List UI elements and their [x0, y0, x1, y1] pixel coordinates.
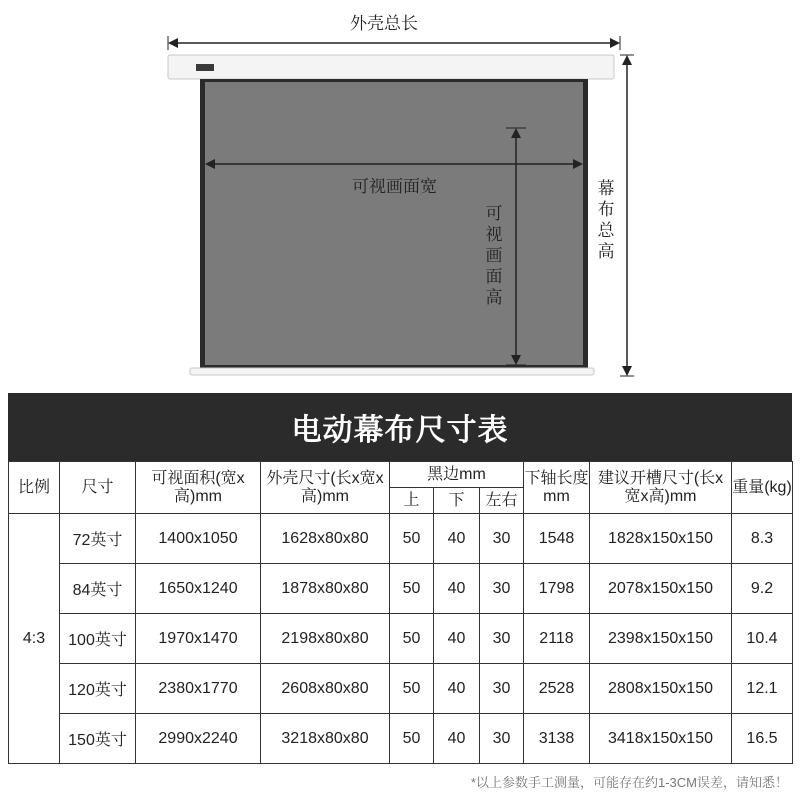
screen-housing [168, 55, 614, 79]
screen-surface [205, 82, 583, 365]
table-row [9, 514, 793, 564]
bottom-cell: 40 [434, 564, 480, 614]
bottom-bar [190, 368, 594, 375]
outer-cell: 3218x80x80 [261, 714, 390, 764]
slot-cell: 3418x150x150 [590, 714, 732, 764]
visible-height-label: 可视画面高 [485, 204, 503, 307]
sides-cell: 30 [480, 564, 524, 614]
slot-cell: 2398x150x150 [590, 614, 732, 664]
size-cell: 100英寸 [60, 614, 136, 664]
size-cell: 72英寸 [60, 514, 136, 564]
weight-cell: 16.5 [732, 714, 793, 764]
table-title: 电动幕布尺寸表 [8, 393, 792, 461]
table-row [9, 664, 793, 714]
axis-cell: 2118 [524, 614, 590, 664]
table-row [9, 614, 793, 664]
total-height-arrow [620, 55, 634, 376]
sides-cell: 30 [480, 664, 524, 714]
visible-cell: 1650x1240 [136, 564, 261, 614]
visible-cell: 1970x1470 [136, 614, 261, 664]
screen-diagram [0, 0, 800, 390]
header-row [9, 462, 793, 488]
bottom-cell: 40 [434, 714, 480, 764]
visible-cell: 1400x1050 [136, 514, 261, 564]
bottom-cell: 40 [434, 614, 480, 664]
header-slot-size: 建议开槽尺寸(长x宽x高)mm [590, 462, 732, 514]
top-cell: 50 [390, 614, 434, 664]
outer-cell: 1878x80x80 [261, 564, 390, 614]
total-height-label: 幕布总高 [597, 179, 615, 261]
header-border-top: 上 [390, 488, 434, 514]
header-ratio: 比例 [9, 462, 60, 514]
weight-cell: 10.4 [732, 614, 793, 664]
size-cell: 84英寸 [60, 564, 136, 614]
size-table [8, 461, 793, 764]
top-cell: 50 [390, 514, 434, 564]
axis-cell: 2528 [524, 664, 590, 714]
size-cell: 150英寸 [60, 714, 136, 764]
sides-cell: 30 [480, 614, 524, 664]
table-row [9, 714, 793, 764]
measurement-note: *以上参数手工测量，可能存在约1-3CM误差，请知悉！ [470, 775, 788, 790]
visible-cell: 2990x2240 [136, 714, 261, 764]
header-weight: 重量(kg) [732, 462, 793, 514]
top-cell: 50 [390, 564, 434, 614]
header-axis-length: 下轴长度mm [524, 462, 590, 514]
size-cell: 120英寸 [60, 664, 136, 714]
weight-cell: 8.3 [732, 514, 793, 564]
slot-cell: 2078x150x150 [590, 564, 732, 614]
outer-length-arrow [168, 36, 620, 50]
visible-width-label: 可视画面宽 [352, 177, 437, 196]
weight-cell: 9.2 [732, 564, 793, 614]
outer-length-label: 外壳总长 [350, 14, 418, 33]
bottom-cell: 40 [434, 514, 480, 564]
ratio-cell: 4:3 [9, 514, 60, 764]
top-cell: 50 [390, 664, 434, 714]
sides-cell: 30 [480, 714, 524, 764]
header-border-sides: 左右 [480, 488, 524, 514]
axis-cell: 1798 [524, 564, 590, 614]
top-cell: 50 [390, 714, 434, 764]
visible-cell: 2380x1770 [136, 664, 261, 714]
outer-cell: 2198x80x80 [261, 614, 390, 664]
header-border-bottom: 下 [434, 488, 480, 514]
bottom-cell: 40 [434, 664, 480, 714]
weight-cell: 12.1 [732, 664, 793, 714]
axis-cell: 1548 [524, 514, 590, 564]
axis-cell: 3138 [524, 714, 590, 764]
outer-cell: 1628x80x80 [261, 514, 390, 564]
header-black-border: 黑边mm [390, 462, 524, 488]
header-visible-area: 可视面积(宽x高)mm [136, 462, 261, 514]
slot-cell: 2808x150x150 [590, 664, 732, 714]
header-outer-size: 外壳尺寸(长x宽x高)mm [261, 462, 390, 514]
slot-cell: 1828x150x150 [590, 514, 732, 564]
brand-logo [196, 64, 214, 71]
sides-cell: 30 [480, 514, 524, 564]
table-row [9, 564, 793, 614]
header-size: 尺寸 [60, 462, 136, 514]
outer-cell: 2608x80x80 [261, 664, 390, 714]
